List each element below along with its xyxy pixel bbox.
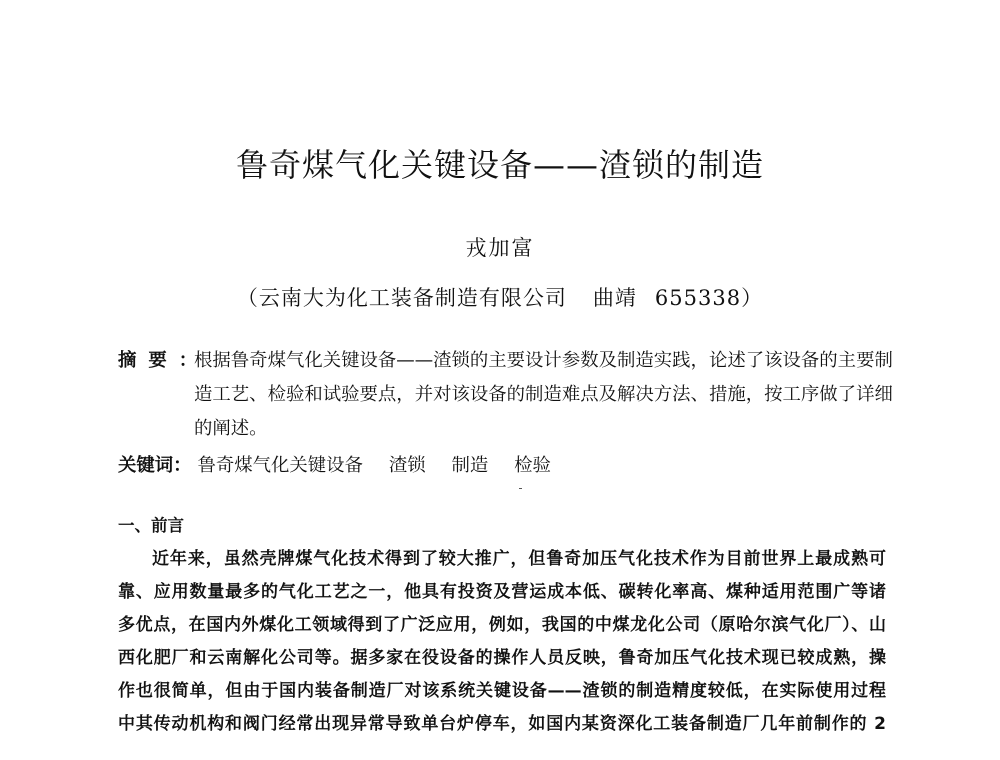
keyword: 渣锁	[388, 455, 426, 476]
author-name: 戎加富	[465, 236, 535, 260]
section-heading: 一、前言	[118, 516, 184, 535]
affiliation	[0, 282, 1000, 312]
body-line: 多优点，在国内外煤化工领域得到了广泛应用，例如，我国的中煤龙化公司（原哈尔滨气化厂）、山	[118, 615, 886, 635]
affiliation-close-paren: ）	[741, 286, 764, 310]
keyword: 鲁奇煤气化关键设备	[197, 455, 363, 476]
section-body	[118, 543, 886, 741]
scan-speck	[519, 488, 522, 489]
body-line: 中其传动机构和阀门经常出现异常导致单台炉停车，如国内某资深化工装备制造厂几年前制作的 2	[118, 714, 886, 734]
abstract	[118, 344, 898, 446]
body-line: 作也很简单，但由于国内装备制造厂对该系统关键设备——渣锁的制造精度较低，在实际使用过程	[118, 681, 886, 701]
keywords	[118, 449, 898, 483]
body-line: 近年来，虽然壳牌煤气化技术得到了较大推广，但鲁奇加压气化技术作为目前世界上最成熟可	[152, 549, 886, 569]
keyword: 制造	[451, 455, 489, 476]
affiliation-postcode: 655338	[654, 286, 742, 310]
affiliation-city: 曲靖	[592, 286, 637, 310]
body-line: 西化肥厂和云南解化公司等。据多家在役设备的操作人员反映，鲁奇加压气化技术现已较成熟，操	[118, 648, 886, 668]
abstract-label: 摘要：	[118, 350, 210, 371]
abstract-text: 根据鲁奇煤气化关键设备——渣锁的主要设计参数及制造实践，论述了该设备的主要制造工艺、检验和试验要点，并对该设备的制造难点及解决方法、措施，按工序做了详细的阐述。	[194, 350, 893, 439]
paper-title: 鲁奇煤气化关键设备——渣锁的制造	[235, 146, 764, 184]
keyword: 检验	[514, 455, 551, 476]
keywords-label: 关键词：	[118, 455, 192, 476]
body-line: 靠、应用数量最多的气化工艺之一，他具有投资及营运成本低、碳转化率高、煤种适用范围广等诸	[118, 582, 886, 602]
affiliation-org: 云南大为化工装备制造有限公司	[258, 286, 567, 310]
affiliation-open-paren: （	[236, 286, 259, 310]
